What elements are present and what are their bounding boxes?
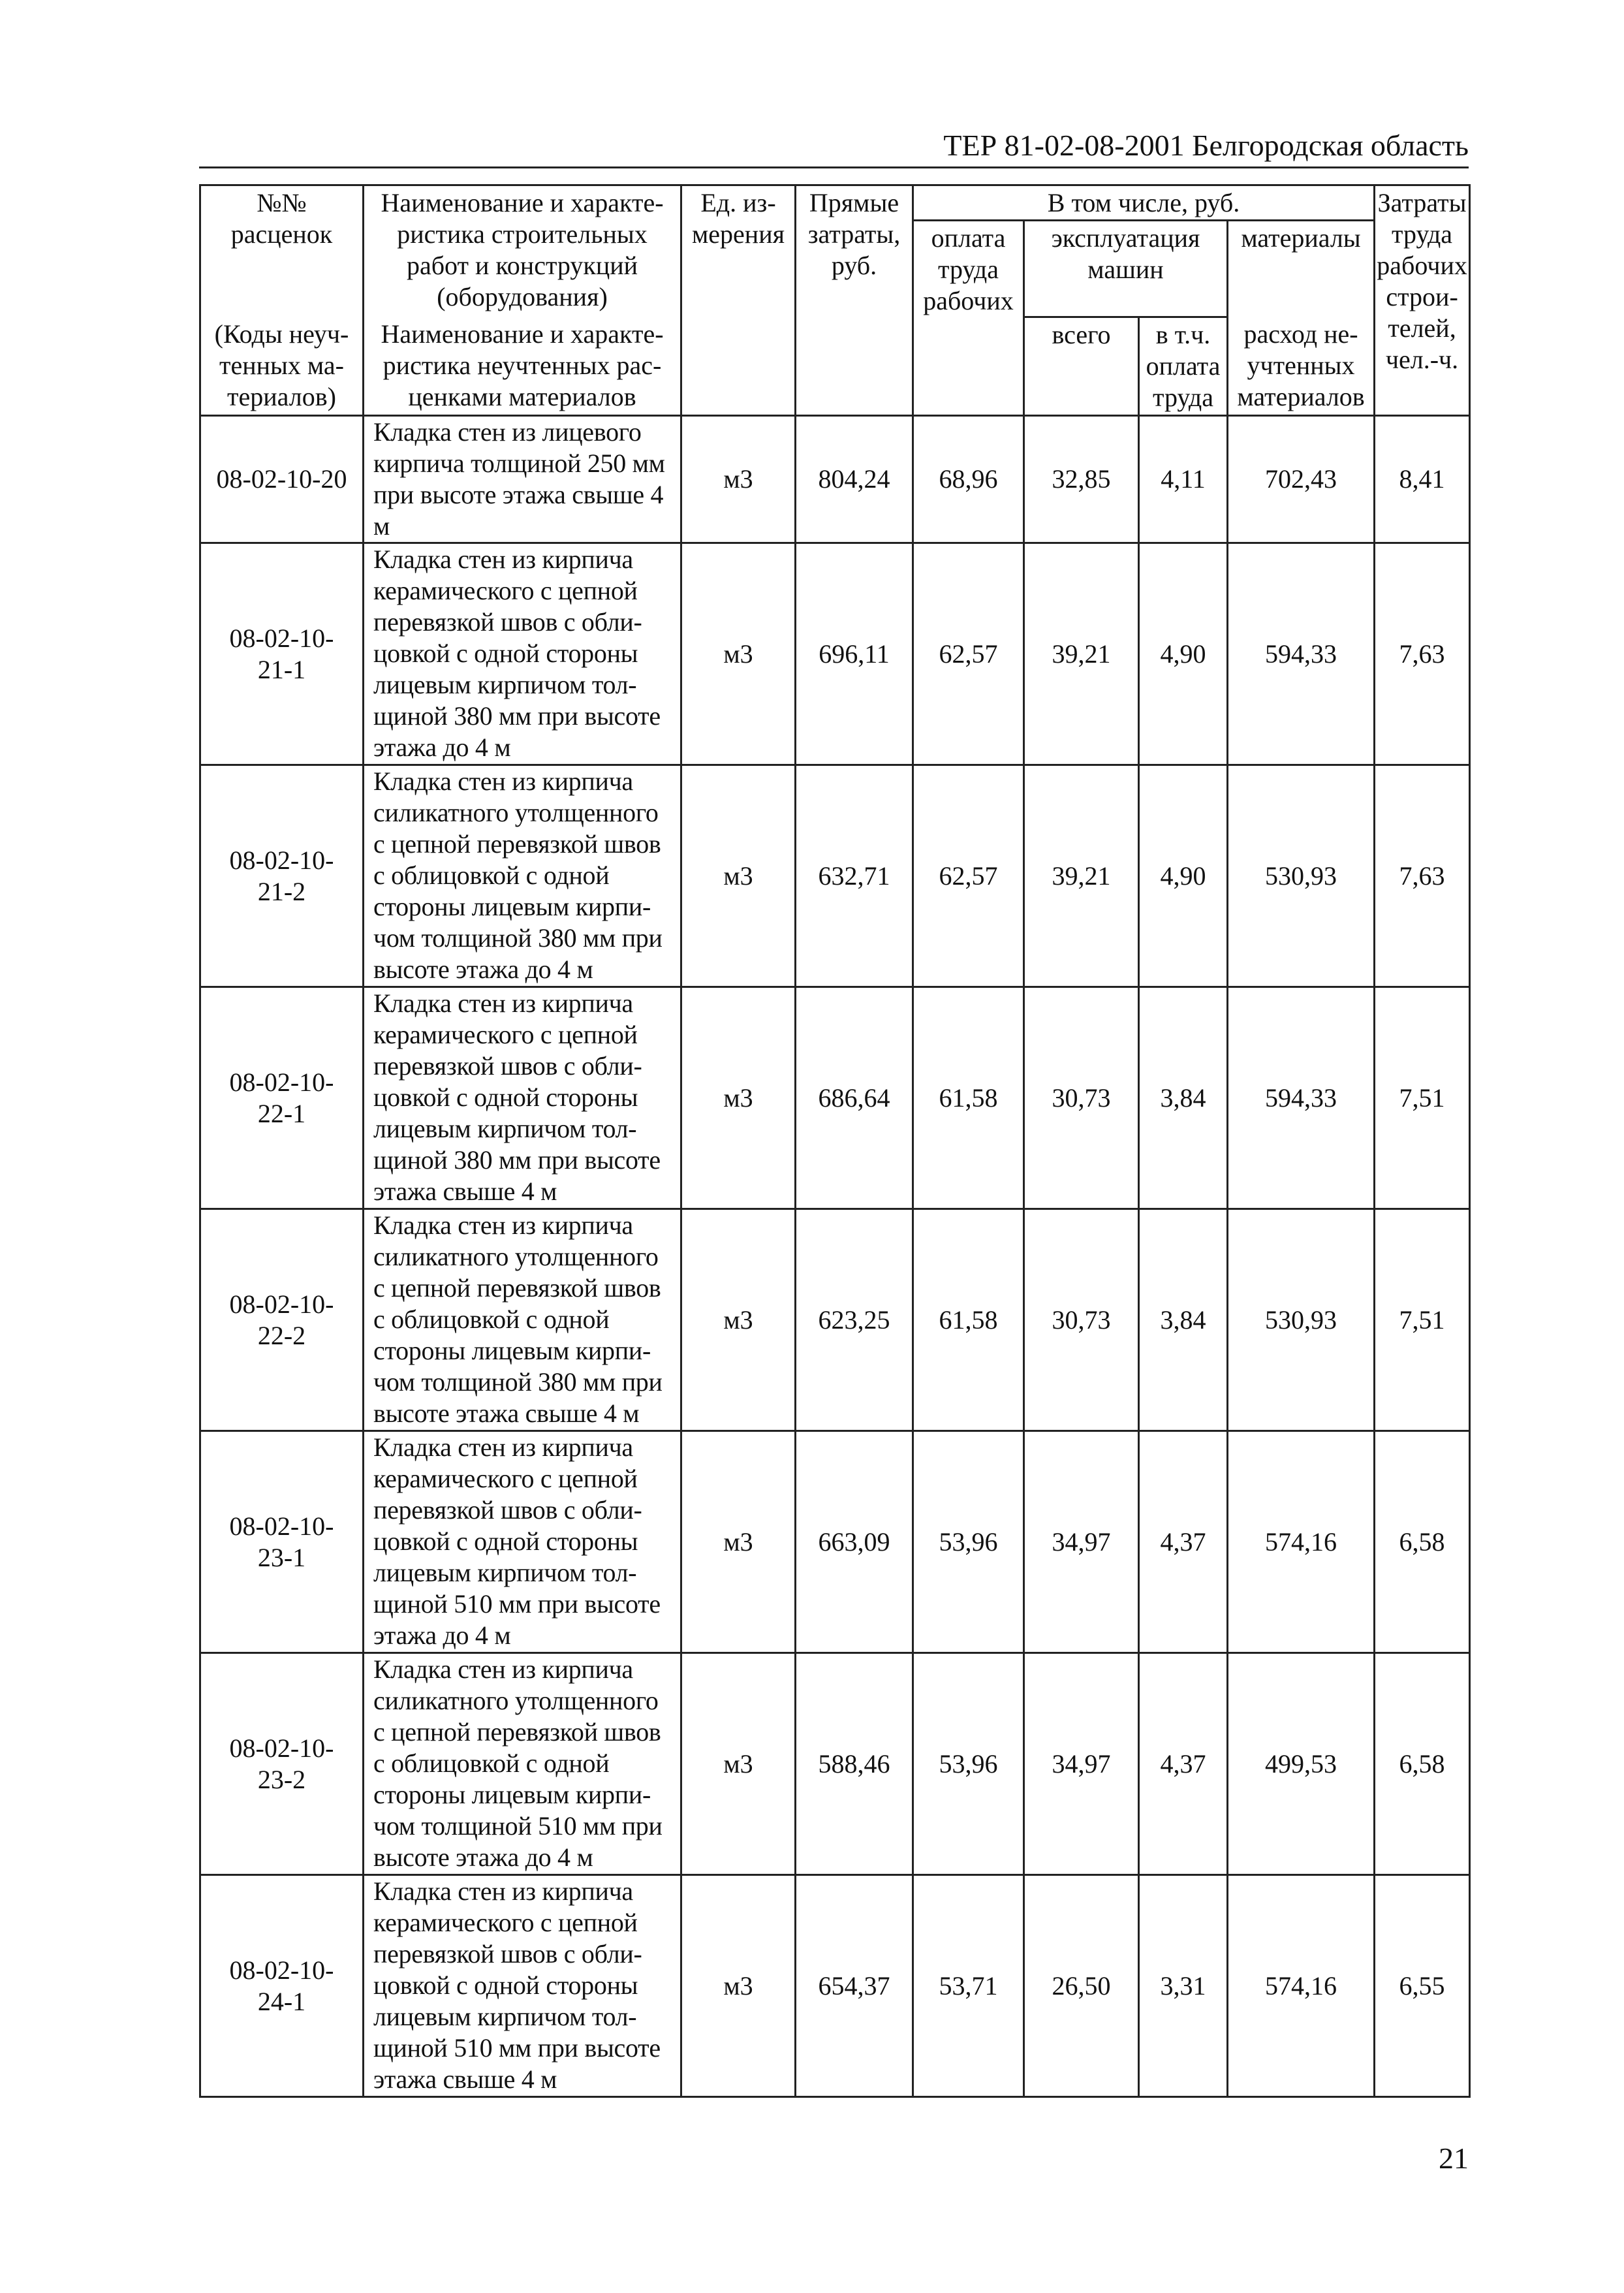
materials-cell: 702,43 — [1228, 416, 1375, 543]
name-alt-header: Наименование и характе- ристика неучтенных рас- ценками материалов — [364, 317, 681, 416]
materials-cell: 594,33 — [1228, 543, 1375, 765]
wages-cell: 62,57 — [913, 543, 1024, 765]
unit-header: Ед. из- мерения — [681, 185, 796, 416]
direct-cost-cell: 696,11 — [796, 543, 913, 765]
wages-cell: 61,58 — [913, 1209, 1024, 1431]
materials-cell: 594,33 — [1228, 987, 1375, 1209]
machines-wages-header: в т.ч. оплата труда — [1139, 317, 1228, 416]
machines-wages-cell: 4,11 — [1139, 416, 1228, 543]
labor-cell: 6,55 — [1375, 1875, 1470, 2097]
unit-cell: м3 — [681, 416, 796, 543]
machines-wages-cell: 3,31 — [1139, 1875, 1228, 2097]
wages-cell: 53,71 — [913, 1875, 1024, 2097]
wages-cell: 53,96 — [913, 1653, 1024, 1875]
table-header — [200, 185, 1470, 416]
machines-total-header: всего — [1024, 317, 1139, 416]
labor-cell: 6,58 — [1375, 1653, 1470, 1875]
materials-alt-header: расход не- учтенных материалов — [1228, 317, 1375, 416]
work-name: Кладка стен из кирпича силикатного утолщенного с цепной перевязкой швов с облицовкой с одной стороны лицевым кирпи- чом толщиной 510 мм при высоте этажа до 4 м — [364, 1653, 681, 1875]
table-row — [200, 1875, 1470, 2097]
direct-cost-cell: 588,46 — [796, 1653, 913, 1875]
rate-code: 08-02-10- 23-2 — [200, 1653, 364, 1875]
rate-code: 08-02-10- 24-1 — [200, 1875, 364, 2097]
rate-code: 08-02-10- 22-1 — [200, 987, 364, 1209]
unit-cell: м3 — [681, 1431, 796, 1653]
table-row — [200, 987, 1470, 1209]
machines-wages-cell: 3,84 — [1139, 987, 1228, 1209]
unit-cell: м3 — [681, 765, 796, 987]
machines-total-cell: 30,73 — [1024, 987, 1139, 1209]
unit-cell: м3 — [681, 543, 796, 765]
machines-total-cell: 39,21 — [1024, 543, 1139, 765]
materials-cell: 530,93 — [1228, 765, 1375, 987]
labor-header: Затраты труда рабочих строи- телей, чел.-ч. — [1375, 185, 1470, 416]
wages-alt-cell — [913, 317, 1024, 416]
work-name: Кладка стен из кирпича керамического с цепной перевязкой швов с обли- цовкой с одной стороны лицевым кирпичом тол- щиной 510 мм при высоте этажа до 4 м — [364, 1431, 681, 1653]
price-table — [199, 184, 1471, 2098]
machines-total-cell: 34,97 — [1024, 1431, 1139, 1653]
labor-cell: 6,58 — [1375, 1431, 1470, 1653]
page-number: 21 — [1439, 2142, 1469, 2175]
work-name: Кладка стен из кирпича керамического с цепной перевязкой швов с обли- цовкой с одной стороны лицевым кирпичом тол- щиной 510 мм при высоте этажа свыше 4 м — [364, 1875, 681, 2097]
direct-cost-cell: 654,37 — [796, 1875, 913, 2097]
labor-cell: 7,63 — [1375, 543, 1470, 765]
unit-cell: м3 — [681, 1653, 796, 1875]
machines-header: эксплуатация машин — [1024, 221, 1228, 317]
work-name: Кладка стен из кирпича керамического с цепной перевязкой швов с обли- цовкой с одной стороны лицевым кирпичом тол- щиной 380 мм при высоте этажа до 4 м — [364, 543, 681, 765]
work-name: Кладка стен из кирпича силикатного утолщенного с цепной перевязкой швов с облицовкой с одной стороны лицевым кирпи- чом толщиной 380 мм при высоте этажа до 4 м — [364, 765, 681, 987]
wages-cell: 53,96 — [913, 1431, 1024, 1653]
machines-total-cell: 26,50 — [1024, 1875, 1139, 2097]
machines-total-cell: 32,85 — [1024, 416, 1139, 543]
direct-cost-cell: 686,64 — [796, 987, 913, 1209]
code-header: №№ расценок — [200, 185, 364, 317]
materials-cell: 574,16 — [1228, 1875, 1375, 2097]
materials-cell: 530,93 — [1228, 1209, 1375, 1431]
rate-code: 08-02-10- 22-2 — [200, 1209, 364, 1431]
wages-cell: 61,58 — [913, 987, 1024, 1209]
table-row — [200, 1209, 1470, 1431]
work-name: Кладка стен из лицевого кирпича толщиной 250 мм при высоте этажа свыше 4 м — [364, 416, 681, 543]
machines-wages-cell: 4,37 — [1139, 1431, 1228, 1653]
unit-cell: м3 — [681, 1875, 796, 2097]
materials-header: материалы — [1228, 221, 1375, 317]
wages-cell: 68,96 — [913, 416, 1024, 543]
labor-cell: 7,63 — [1375, 765, 1470, 987]
machines-total-cell: 34,97 — [1024, 1653, 1139, 1875]
table-row — [200, 416, 1470, 543]
document-header: ТЕР 81-02-08-2001 Белгородская область — [199, 127, 1469, 168]
rate-code: 08-02-10- 21-1 — [200, 543, 364, 765]
direct-cost-header: Прямые затраты, руб. — [796, 185, 913, 416]
direct-cost-cell: 804,24 — [796, 416, 913, 543]
direct-cost-cell: 623,25 — [796, 1209, 913, 1431]
name-header: Наименование и характе- ристика строительных работ и конструкций (оборудования) — [364, 185, 681, 317]
direct-cost-cell: 663,09 — [796, 1431, 913, 1653]
table-body — [200, 416, 1470, 2097]
work-name: Кладка стен из кирпича керамического с цепной перевязкой швов с обли- цовкой с одной стороны лицевым кирпичом тол- щиной 380 мм при высоте этажа свыше 4 м — [364, 987, 681, 1209]
machines-wages-cell: 3,84 — [1139, 1209, 1228, 1431]
rate-code: 08-02-10-20 — [200, 416, 364, 543]
table-row — [200, 1653, 1470, 1875]
direct-cost-cell: 632,71 — [796, 765, 913, 987]
table-row — [200, 543, 1470, 765]
unit-cell: м3 — [681, 1209, 796, 1431]
machines-total-cell: 39,21 — [1024, 765, 1139, 987]
labor-cell: 7,51 — [1375, 1209, 1470, 1431]
labor-cell: 7,51 — [1375, 987, 1470, 1209]
machines-wages-cell: 4,37 — [1139, 1653, 1228, 1875]
labor-cell: 8,41 — [1375, 416, 1470, 543]
machines-wages-cell: 4,90 — [1139, 543, 1228, 765]
wages-cell: 62,57 — [913, 765, 1024, 987]
code-alt-header: (Коды неуч- тенных ма- териалов) — [200, 317, 364, 416]
table-row — [200, 765, 1470, 987]
wages-header: оплата труда рабочих — [913, 221, 1024, 317]
unit-cell: м3 — [681, 987, 796, 1209]
materials-cell: 574,16 — [1228, 1431, 1375, 1653]
materials-cell: 499,53 — [1228, 1653, 1375, 1875]
machines-wages-cell: 4,90 — [1139, 765, 1228, 987]
machines-total-cell: 30,73 — [1024, 1209, 1139, 1431]
work-name: Кладка стен из кирпича силикатного утолщенного с цепной перевязкой швов с облицовкой с одной стороны лицевым кирпи- чом толщиной 380 мм при высоте этажа свыше 4 м — [364, 1209, 681, 1431]
including-header: В том числе, руб. — [913, 185, 1375, 221]
rate-code: 08-02-10- 21-2 — [200, 765, 364, 987]
table-row — [200, 1431, 1470, 1653]
rate-code: 08-02-10- 23-1 — [200, 1431, 364, 1653]
